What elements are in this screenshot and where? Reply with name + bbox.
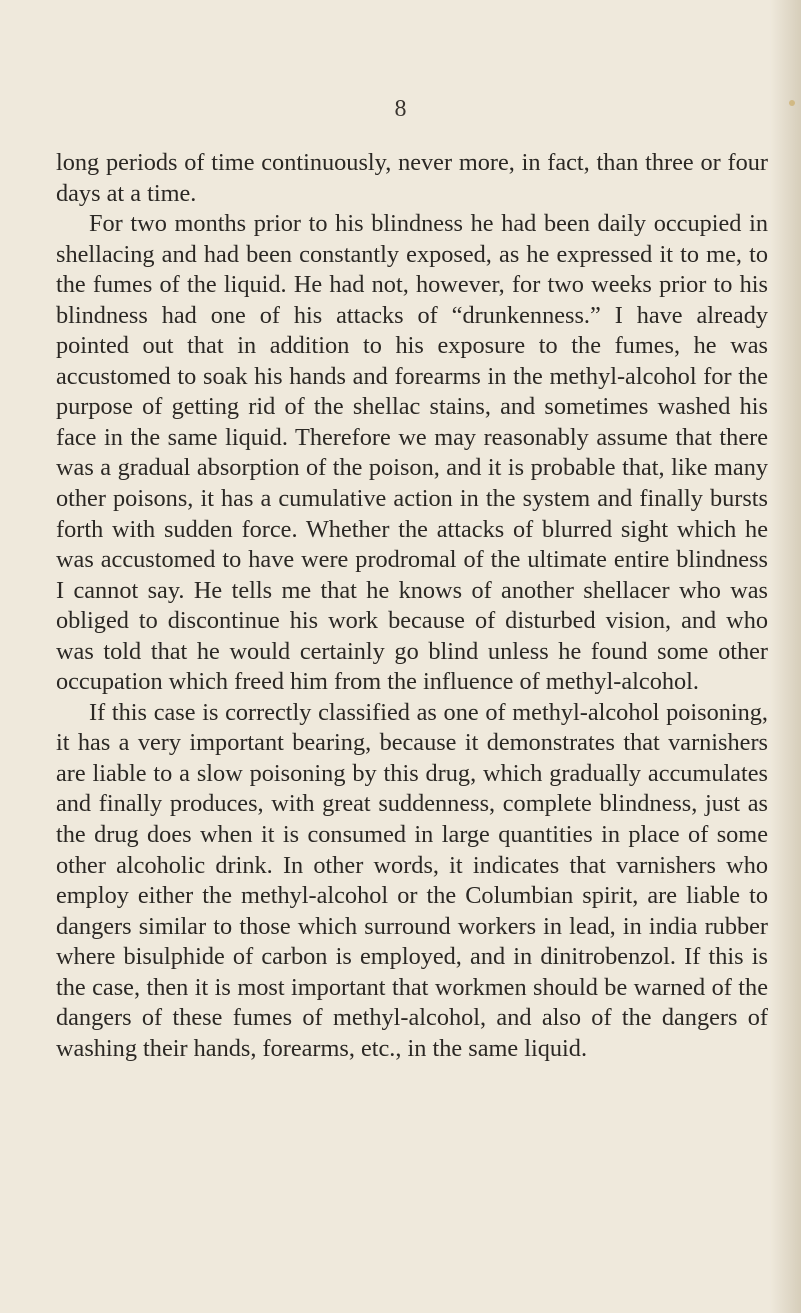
- paragraph-case-history: For two months prior to his blindness he had been daily occupied in shellacing and had been constantly exposed, as he expressed it to me, to the fumes of the liquid. He had not, however, for two weeks prior to his blindness had one of his attacks of “drunkenness.” I have already pointed out that in addition to his exposure to the fumes, he was accustomed to soak his hands and forearms in the methyl-alcohol for the purpose of getting rid of the shellac stains, and sometimes washed his face in the same liquid. Therefore we may reasonably assume that there was a gradual absorption of the poison, and it is probable that, like many other poisons, it has a cumulative action in the system and finally bursts forth with sudden force. Whether the attacks of blurred sight which he was accustomed to have were prodromal of the ultimate entire blindness I cannot say. He tells me that he knows of another shellacer who was obliged to discontinue his work because of disturbed vision, and who was told that he would certainly go blind unless he found some other occupation which freed him from the influence of methyl-alcohol.: [56, 210, 768, 696]
- body-text: [56, 148, 768, 1064]
- paragraph-conclusion: If this case is correctly classified as one of methyl-alcohol poisoning, it has a very important bearing, because it demonstrates that varnishers are liable to a slow poisoning by this drug, which gradually accumulates and finally produces, with great suddenness, complete blindness, just as the drug does when it is consumed in large quantities in place of some other alcoholic drink. In other words, it indicates that varnishers who employ either the methyl-alcohol or the Columbian spirit, are liable to dangers similar to those which surround workers in lead, in india rubber where bisulphide of carbon is employed, and in dinitrobenzol. If this is the case, then it is most important that workmen should be warned of the dangers of these fumes of methyl-alcohol, and also of the dangers of washing their hands, forearms, etc., in the same liquid.: [56, 698, 768, 1062]
- page-number: 8: [394, 96, 407, 122]
- paragraph-continued: long periods of time continuously, never more, in fact, than three or four days at a time.: [56, 149, 768, 207]
- scan-speck-decoration: [789, 100, 795, 106]
